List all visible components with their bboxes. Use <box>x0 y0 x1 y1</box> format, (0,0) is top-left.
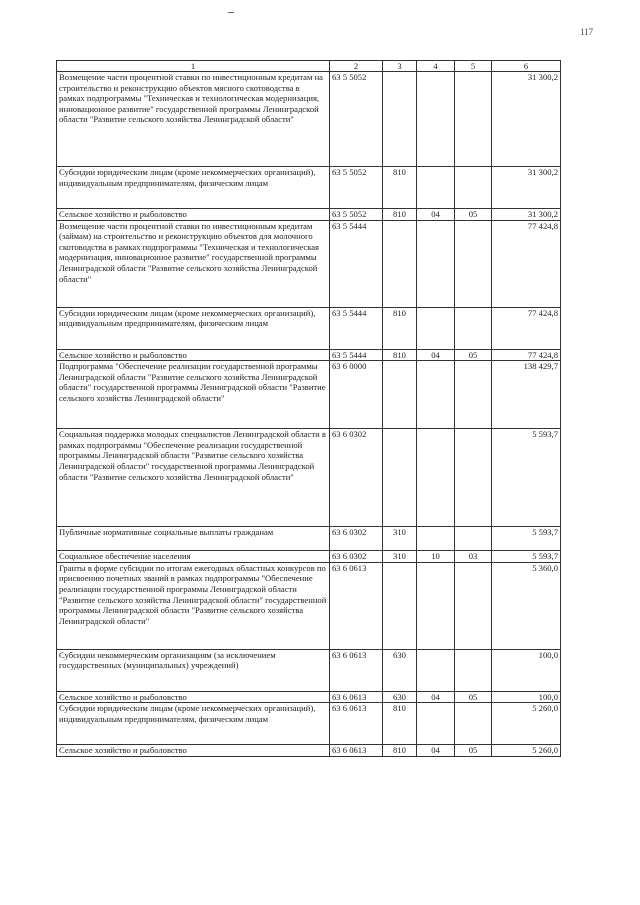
row-name: Сельское хозяйство и рыболовство <box>57 209 330 221</box>
header-col-6: 6 <box>492 61 561 72</box>
row-section: 04 <box>417 209 455 221</box>
row-section <box>417 361 455 429</box>
row-name: Возмещение части процентной ставки по инвестиционным кредитам на строительство и реконструкцию объектов мясного скотоводства в рамках подпрограммы "Техническая и технологическая модернизация, инновационное развитие" государственной программы Ленинградской области "Развитие сельского хозяйства Ленинградской области" <box>57 72 330 167</box>
row-code: 63 5 5052 <box>330 209 383 221</box>
row-subsection <box>455 361 492 429</box>
row-section <box>417 562 455 649</box>
table-row <box>57 429 561 527</box>
row-section: 10 <box>417 551 455 563</box>
row-subsection <box>455 307 492 349</box>
row-expense-type: 810 <box>383 167 417 209</box>
row-amount: 31 300,2 <box>492 72 561 167</box>
row-amount: 77 424,8 <box>492 220 561 307</box>
table-row <box>57 307 561 349</box>
row-section: 04 <box>417 745 455 757</box>
table-row <box>57 361 561 429</box>
row-subsection: 05 <box>455 349 492 361</box>
row-code: 63 6 0000 <box>330 361 383 429</box>
table-row <box>57 527 561 551</box>
row-code: 63 5 5444 <box>330 349 383 361</box>
header-col-4: 4 <box>417 61 455 72</box>
row-expense-type <box>383 429 417 527</box>
table-row <box>57 349 561 361</box>
table-row <box>57 691 561 703</box>
row-code: 63 5 5444 <box>330 220 383 307</box>
row-name: Субсидии юридическим лицам (кроме некоммерческих организаций), индивидуальным предпринимателям, физическим лицам <box>57 167 330 209</box>
row-subsection <box>455 220 492 307</box>
row-code: 63 6 0613 <box>330 745 383 757</box>
row-name: Субсидии юридическим лицам (кроме некоммерческих организаций), индивидуальным предпринимателям, физическим лицам <box>57 307 330 349</box>
row-amount: 5 593,7 <box>492 551 561 563</box>
row-expense-type <box>383 220 417 307</box>
row-code: 63 6 0613 <box>330 703 383 745</box>
table-row <box>57 167 561 209</box>
table-body <box>57 61 561 757</box>
row-code: 63 6 0613 <box>330 649 383 691</box>
row-expense-type: 810 <box>383 349 417 361</box>
row-code: 63 6 0613 <box>330 691 383 703</box>
row-amount: 5 593,7 <box>492 429 561 527</box>
row-amount: 5 260,0 <box>492 703 561 745</box>
row-section <box>417 527 455 551</box>
row-subsection: 05 <box>455 209 492 221</box>
row-amount: 100,0 <box>492 649 561 691</box>
row-name: Субсидии некоммерческим организациям (за исключением государственных (муниципальных) учреждений) <box>57 649 330 691</box>
row-section: 04 <box>417 691 455 703</box>
table-row <box>57 209 561 221</box>
row-section <box>417 220 455 307</box>
row-code: 63 6 0302 <box>330 429 383 527</box>
row-amount: 77 424,8 <box>492 349 561 361</box>
row-expense-type: 810 <box>383 209 417 221</box>
row-name: Сельское хозяйство и рыболовство <box>57 691 330 703</box>
row-subsection <box>455 703 492 745</box>
row-name: Сельское хозяйство и рыболовство <box>57 349 330 361</box>
page-number: 117 <box>580 27 594 37</box>
row-code: 63 5 5052 <box>330 167 383 209</box>
budget-table <box>56 60 561 757</box>
row-subsection: 05 <box>455 691 492 703</box>
row-code: 63 6 0613 <box>330 562 383 649</box>
row-subsection: 03 <box>455 551 492 563</box>
table-row <box>57 562 561 649</box>
row-expense-type <box>383 72 417 167</box>
row-name: Публичные нормативные социальные выплаты гражданам <box>57 527 330 551</box>
row-section <box>417 703 455 745</box>
top-mark <box>228 12 234 13</box>
header-col-5: 5 <box>455 61 492 72</box>
row-code: 63 5 5052 <box>330 72 383 167</box>
row-expense-type <box>383 361 417 429</box>
row-name: Возмещение части процентной ставки по инвестиционным кредитам (займам) на строительство и реконструкцию объектов для молочного скотоводства в рамках подпрограммы "Техническая и технологическая модернизация, инновационное развитие" государственной программы Ленинградской области "Развитие сельского хозяйства Ленинградской области" <box>57 220 330 307</box>
table-row <box>57 703 561 745</box>
row-name: Гранты в форме субсидии по итогам ежегодных областных конкурсов по присвоению почетных званий в рамках подпрограммы "Обеспечение реализации государственной программы Ленинградской области "Развитие сельского хозяйства Ленинградской области" государственной программы Ленинградской области "Развитие сельского хозяйства Ленинградской области" <box>57 562 330 649</box>
header-col-1: 1 <box>57 61 330 72</box>
row-amount: 5 593,7 <box>492 527 561 551</box>
row-expense-type: 630 <box>383 649 417 691</box>
row-subsection <box>455 429 492 527</box>
row-subsection <box>455 562 492 649</box>
header-col-3: 3 <box>383 61 417 72</box>
table-row <box>57 745 561 757</box>
row-expense-type: 310 <box>383 527 417 551</box>
row-section <box>417 429 455 527</box>
row-name: Сельское хозяйство и рыболовство <box>57 745 330 757</box>
row-code: 63 6 0302 <box>330 527 383 551</box>
table-row <box>57 72 561 167</box>
row-code: 63 5 5444 <box>330 307 383 349</box>
row-amount: 100,0 <box>492 691 561 703</box>
row-subsection <box>455 72 492 167</box>
row-subsection: 05 <box>455 745 492 757</box>
table-row <box>57 649 561 691</box>
row-expense-type <box>383 562 417 649</box>
row-amount: 31 300,2 <box>492 209 561 221</box>
row-expense-type: 810 <box>383 745 417 757</box>
row-expense-type: 630 <box>383 691 417 703</box>
row-amount: 5 260,0 <box>492 745 561 757</box>
row-subsection <box>455 527 492 551</box>
row-name: Социальное обеспечение населения <box>57 551 330 563</box>
row-amount: 138 429,7 <box>492 361 561 429</box>
header-col-2: 2 <box>330 61 383 72</box>
table-row <box>57 220 561 307</box>
row-amount: 77 424,8 <box>492 307 561 349</box>
row-expense-type: 810 <box>383 307 417 349</box>
row-code: 63 6 0302 <box>330 551 383 563</box>
row-name: Субсидии юридическим лицам (кроме некоммерческих организаций), индивидуальным предпринимателям, физическим лицам <box>57 703 330 745</box>
row-section <box>417 307 455 349</box>
row-name: Подпрограмма "Обеспечение реализации государственной программы Ленинградской области "Развитие сельского хозяйства Ленинградской области" государственной программы Ленинградской области "Развитие сельского хозяйства Ленинградской области" <box>57 361 330 429</box>
table-row <box>57 551 561 563</box>
row-name: Социальная поддержка молодых специалистов Ленинградской области в рамках подпрограммы "Обеспечение реализации государственной программы Ленинградской области "Развитие сельского хозяйства Ленинградской области" государственной программы Ленинградской области "Развитие сельского хозяйства Ленинградской области" <box>57 429 330 527</box>
row-section <box>417 649 455 691</box>
row-amount: 31 300,2 <box>492 167 561 209</box>
row-section <box>417 72 455 167</box>
row-expense-type: 810 <box>383 703 417 745</box>
row-section <box>417 167 455 209</box>
row-subsection <box>455 649 492 691</box>
row-section: 04 <box>417 349 455 361</box>
row-subsection <box>455 167 492 209</box>
row-amount: 5 360,0 <box>492 562 561 649</box>
header-row <box>57 61 561 72</box>
row-expense-type: 310 <box>383 551 417 563</box>
